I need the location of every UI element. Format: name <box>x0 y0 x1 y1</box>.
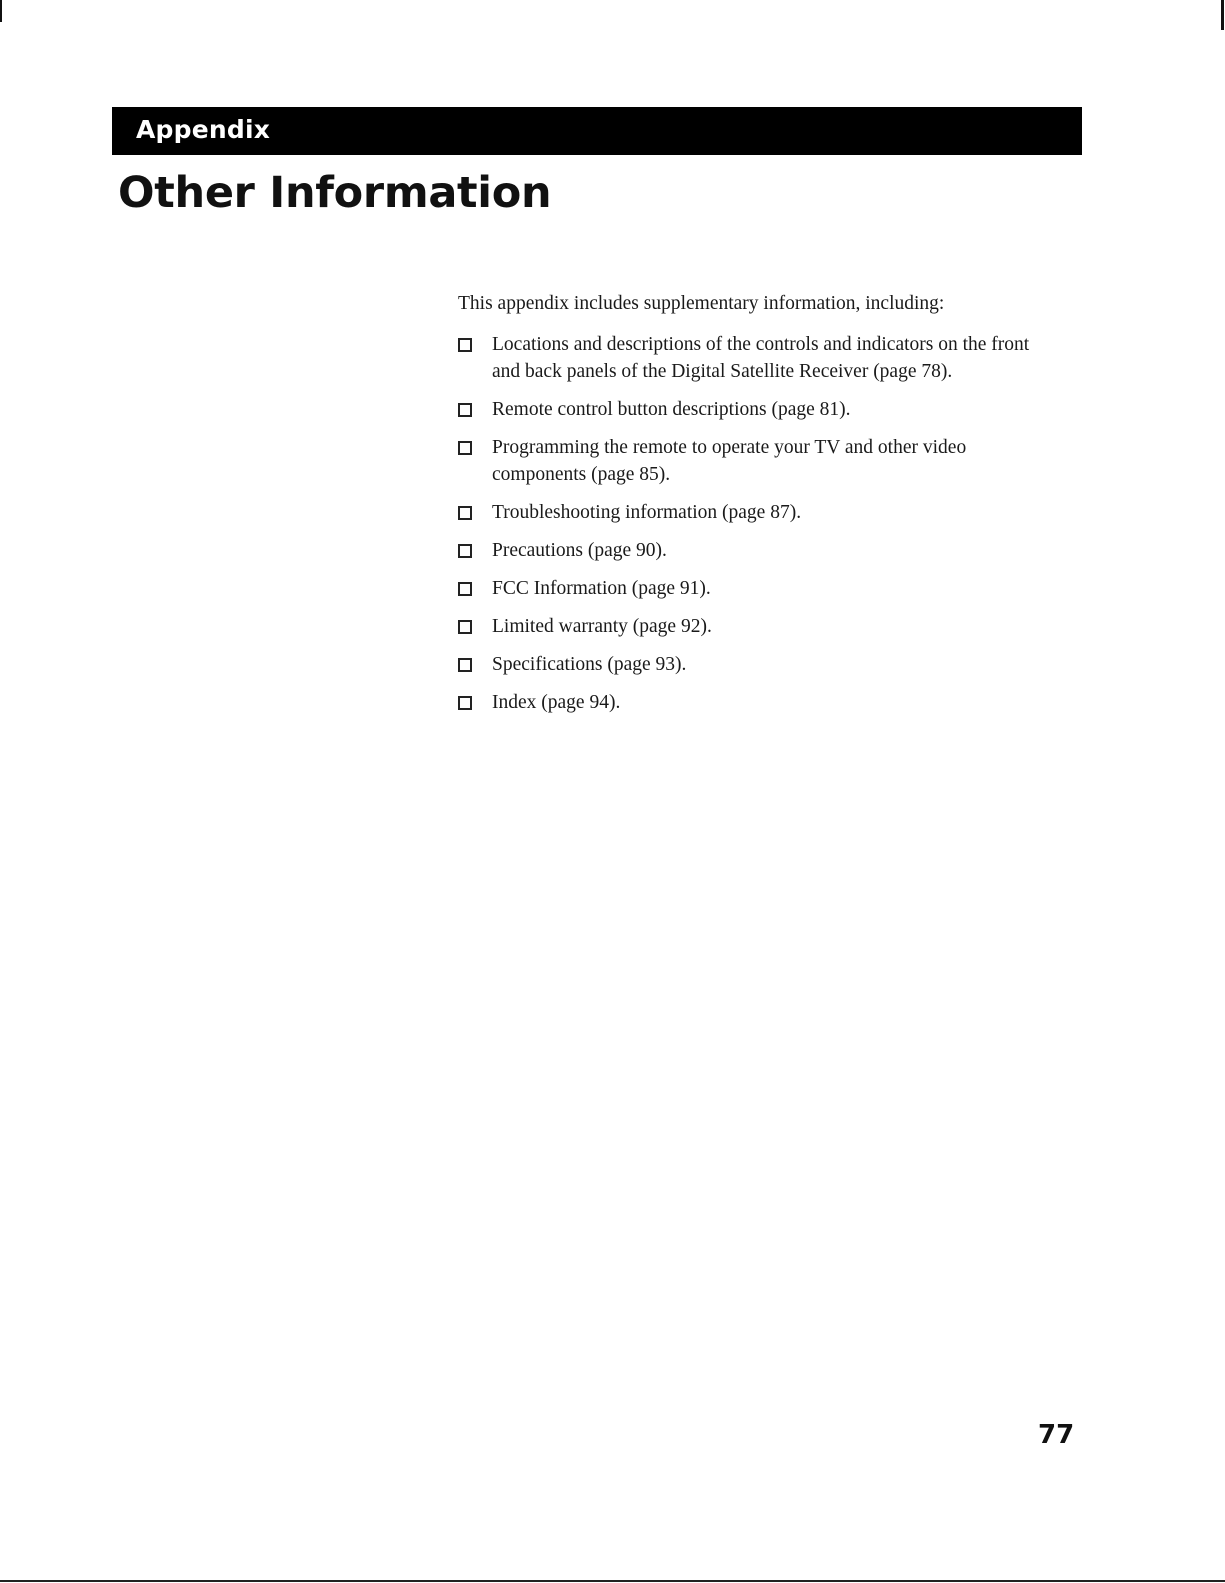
page-content <box>458 290 1058 727</box>
list-item <box>458 613 1058 640</box>
section-header-bar <box>112 107 1082 155</box>
list-item-text: Precautions (page 90). <box>492 540 667 561</box>
checkbox-icon <box>458 544 472 558</box>
section-label: Appendix <box>136 115 271 144</box>
list-item-text: Locations and descriptions of the controls and indicators on the front and back panels of the Digital Satellite Receiver (page 78). <box>492 334 1030 382</box>
checkbox-icon <box>458 696 472 710</box>
checkbox-icon <box>458 441 472 455</box>
list-item-text: FCC Information (page 91). <box>492 578 711 599</box>
intro-paragraph: This appendix includes supplementary information, including: <box>458 293 945 314</box>
list-item-text: Troubleshooting information (page 87). <box>492 502 802 523</box>
checkbox-icon <box>458 338 472 352</box>
checkbox-icon <box>458 582 472 596</box>
checkbox-icon <box>458 403 472 417</box>
list-item <box>458 396 1058 423</box>
page-title: Other Information <box>118 168 552 218</box>
checkbox-icon <box>458 506 472 520</box>
checkbox-icon <box>458 620 472 634</box>
list-item <box>458 651 1058 678</box>
page-number: 77 <box>1038 1420 1075 1450</box>
list-item-text: Programming the remote to operate your TV and other video components (page 85). <box>492 437 967 485</box>
list-item <box>458 331 1058 385</box>
scan-edge-mark-left <box>0 0 2 22</box>
list-item <box>458 689 1058 716</box>
scan-edge-mark-right <box>1221 0 1224 30</box>
list-item-text: Remote control button descriptions (page 81). <box>492 399 851 420</box>
checkbox-icon <box>458 658 472 672</box>
list-item-text: Limited warranty (page 92). <box>492 616 712 637</box>
list-item-text: Index (page 94). <box>492 692 621 713</box>
list-item <box>458 537 1058 564</box>
topic-list <box>458 331 1058 716</box>
list-item <box>458 499 1058 526</box>
list-item <box>458 575 1058 602</box>
bottom-rule <box>0 1580 1225 1582</box>
list-item-text: Specifications (page 93). <box>492 654 687 675</box>
list-item <box>458 434 1058 488</box>
